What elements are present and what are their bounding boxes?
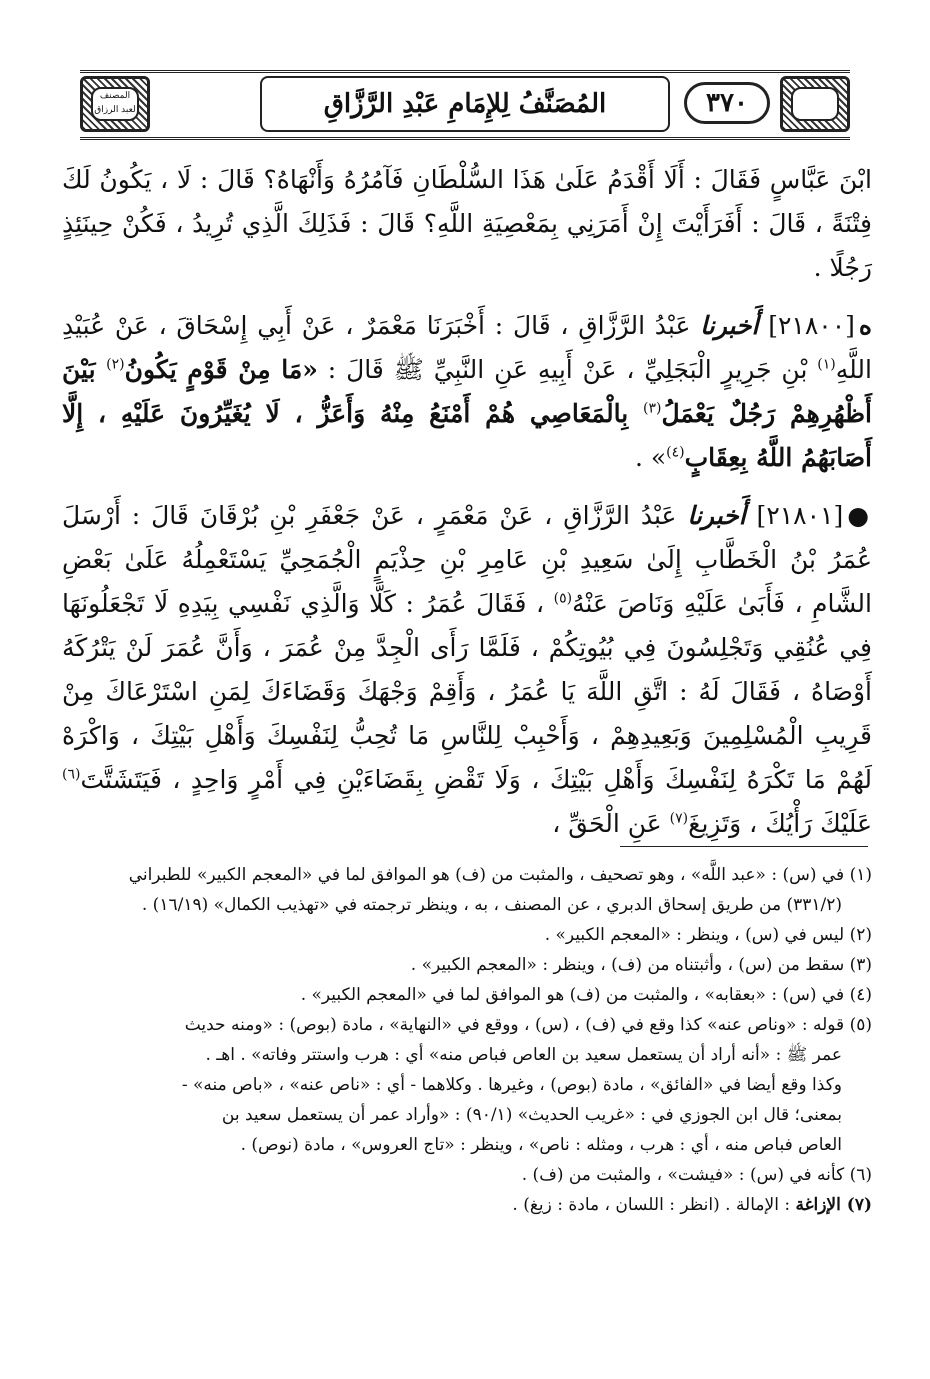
footnote-ref[interactable]: (٢) [106, 356, 125, 373]
header-seal: المصنف لعبد الرزاق [91, 87, 139, 121]
footnote-ref[interactable]: (٥) [553, 590, 573, 607]
matn-text: بِالْمَعَاصِي هُمْ أَمْنَعُ مِنْهُ وَأَعَزُّ ، لَا يُغَيِّرُونَ عَلَيْهِ ، إِلَّا أَصَابَهُمُ اللَّهُ بِعِقَابٍ [62, 399, 872, 472]
hadith-marker: ه [858, 311, 872, 340]
header-ornament-left [80, 76, 150, 132]
hadith-text: عَنِ الْحَقِّ ، [552, 809, 670, 838]
header-ornament-right [780, 76, 850, 132]
footnote-ref[interactable]: (٣) [643, 400, 662, 417]
footnote-ref[interactable]: (٦) [62, 766, 81, 783]
paragraph-continuation: ابْنَ عَبَّاسٍ فَقَالَ : أَلَا أَقْدَمُ عَلَىٰ هَذَا السُّلْطَانِ فَآمُرُهُ وَأَنْهَاهُ؟ قَالَ : لَا ، يَكُونُ لَكَ فِتْنَةً ، قَالَ : أَفَرَأَيْتَ إِنْ أَمَرَنِي بِمَعْصِيَةِ اللَّهِ؟ قَالَ : فَذَلِكَ الَّذِي تُرِيدُ ، فَكُنْ حِينَئِذٍ رَجُلًا . [62, 165, 872, 282]
hadith-text: عَلَيْكَ رَأْيُكَ ، وَتَزِيغَ [688, 809, 872, 838]
footnote-7-term: (٧) الإزاغة [795, 1195, 872, 1215]
hadith-21800 [62, 304, 872, 480]
footnote-5: (٥) قوله : «وناص عنه» كذا وقع في (ف) ، (س) ، ووقع في «النهاية» ، مادة (بوص) : «ومنه حديث [184, 1015, 872, 1035]
isnad-text: بْنِ جَرِيرٍ الْبَجَلِيِّ ، عَنْ أَبِيهِ عَنِ النَّبِيِّ ﷺ قَالَ : [317, 355, 818, 384]
isnad-text: عَبْدُ الرَّزَّاقِ ، قَالَ : أَخْبَرَنَا مَعْمَرٌ ، عَنْ أَبِي إِسْحَاقَ ، عَنْ عُبَيْدِ اللَّهِ [62, 311, 872, 384]
hadith-number: [٢١٨٠١] [756, 501, 844, 530]
footnote-4: (٤) في (س) : «بعقابه» ، والمثبت من (ف) هو الموافق لما في «المعجم الكبير» . [300, 985, 872, 1005]
matn-end: » . [634, 443, 667, 472]
footnote-6: (٦) كأنه في (س) : «فيشت» ، والمثبت من (ف) . [521, 1165, 872, 1185]
footnote-ref[interactable]: (٧) [669, 810, 689, 827]
page-title: المُصَنَّفُ لِلإِمَامِ عَبْدِ الرَّزَّاقِ [260, 76, 670, 132]
hadith-marker: ● [847, 501, 872, 530]
footnote-5-cont: بمعنى؛ قال ابن الجوزي في : «غريب الحديث» (٩٠/١) : «وأراد عمر أن يستعمل سعيد بن [221, 1105, 842, 1125]
footnote-7-text: : الإمالة . (انظر : اللسان ، مادة : زيغ) . [512, 1195, 796, 1215]
ikhbar-label: أَخبرنا [700, 311, 759, 340]
header-ornament-inner [791, 87, 839, 121]
footnote-2: (٢) ليس في (س) ، وينظر : «المعجم الكبير» . [544, 925, 872, 945]
footnote-7 [62, 1190, 872, 1220]
footnote-ref[interactable]: (١) [817, 356, 836, 373]
hadith-21801 [62, 494, 872, 846]
hadith-number: [٢١٨٠٠] [768, 311, 855, 340]
page-header [80, 70, 850, 140]
matn-text: بَيْنَ أَظْهُرِهِمْ رَجُلٌ يَعْمَلُ [62, 355, 872, 428]
page-number: ٣٧٠ [684, 82, 770, 124]
hadith-text: ، فَقَالَ عُمَرُ : كَلَّا وَالَّذِي نَفْسِي بِيَدِهِ لَا تَجْعَلُونَهَا فِي عُنُقِي وَتَجْلِسُونَ فِي بُيُوتِكُمْ ، فَلَمَّا رَأَى الْجِدَّ مِنْ عُمَرَ ، وَأَنَّ عُمَرَ لَنْ يَتْرُكَهُ أَوْصَاهُ ، فَقَالَ لَهُ : اتَّقِ اللَّهَ يَا عُمَرُ ، وَأَقِمْ وَجْهَكَ وَقَضَاءَكَ لِمَنِ اسْتَرْعَاكَ مِنْ قَرِيبِ الْمُسْلِمِينَ وَبَعِيدِهِمْ ، وَأَحْبِبْ لِلنَّاسِ مَا تُحِبُّ لِنَفْسِكَ وَأَهْلِ بَيْتِكَ ، وَاكْرَهْ لَهُمْ مَا تَكْرَهُ لِنَفْسِكَ وَأَهْلِ بَيْتِكَ ، وَلَا تَقْضِ بِقَضَاءَيْنِ فِي أَمْرٍ وَاحِدٍ ، فَيَتَشَتَّتَ [62, 589, 872, 794]
hadith-text: عَبْدُ الرَّزَّاقِ ، عَنْ مَعْمَرٍ ، عَنْ جَعْفَرِ بْنِ بُرْقَانَ قَالَ : أَرْسَلَ عُمَرُ بْنُ الْخَطَّابِ إِلَىٰ سَعِيدِ بْنِ عَامِرِ بْنِ حِذْيَمٍ الْجُمَحِيِّ يَسْتَعْمِلُهُ عَلَىٰ بَعْضِ الشَّامِ ، فَأَبَىٰ عَلَيْهِ وَنَاصَ عَنْهُ [62, 501, 872, 618]
main-text [62, 158, 872, 856]
matn-text: «مَا مِنْ قَوْمٍ يَكُونُ [124, 355, 318, 384]
footnote-divider [620, 846, 868, 847]
ikhbar-label: أَخبرنا [687, 501, 746, 530]
footnote-1: (١) في (س) : «عبد اللَّه» ، وهو تصحيف ، والمثبت من (ف) هو الموافق لما في «المعجم الكبير» للطبراني [128, 865, 872, 885]
footnote-5-cont: عمر ﷺ : «أنه أراد أن يستعمل سعيد بن العاص فباص منه» أي : هرب واستتر وفاته» . اهـ . [205, 1045, 842, 1065]
footnote-3: (٣) سقط من (س) ، وأثبتناه من (ف) ، وينظر : «المعجم الكبير» . [410, 955, 872, 975]
footnote-ref[interactable]: (٤) [666, 444, 685, 461]
footnote-5-cont: العاص فباص منه ، أي : هرب ، ومثله : ناص» ، وينظر : «تاج العروس» ، مادة (نوص) . [240, 1135, 842, 1155]
footnote-1-cont: (٣٣١/٢) من طريق إسحاق الدبري ، عن المصنف ، به ، وينظر ترجمته في «تهذيب الكمال» (١٦/١٩) . [141, 895, 842, 915]
footnotes [62, 860, 872, 1220]
footnote-5-cont: وكذا وقع أيضا في «الفائق» ، مادة (بوص) ، وغيرها . وكلاهما - أي : «ناص عنه» ، «باص منه» - [181, 1075, 842, 1095]
